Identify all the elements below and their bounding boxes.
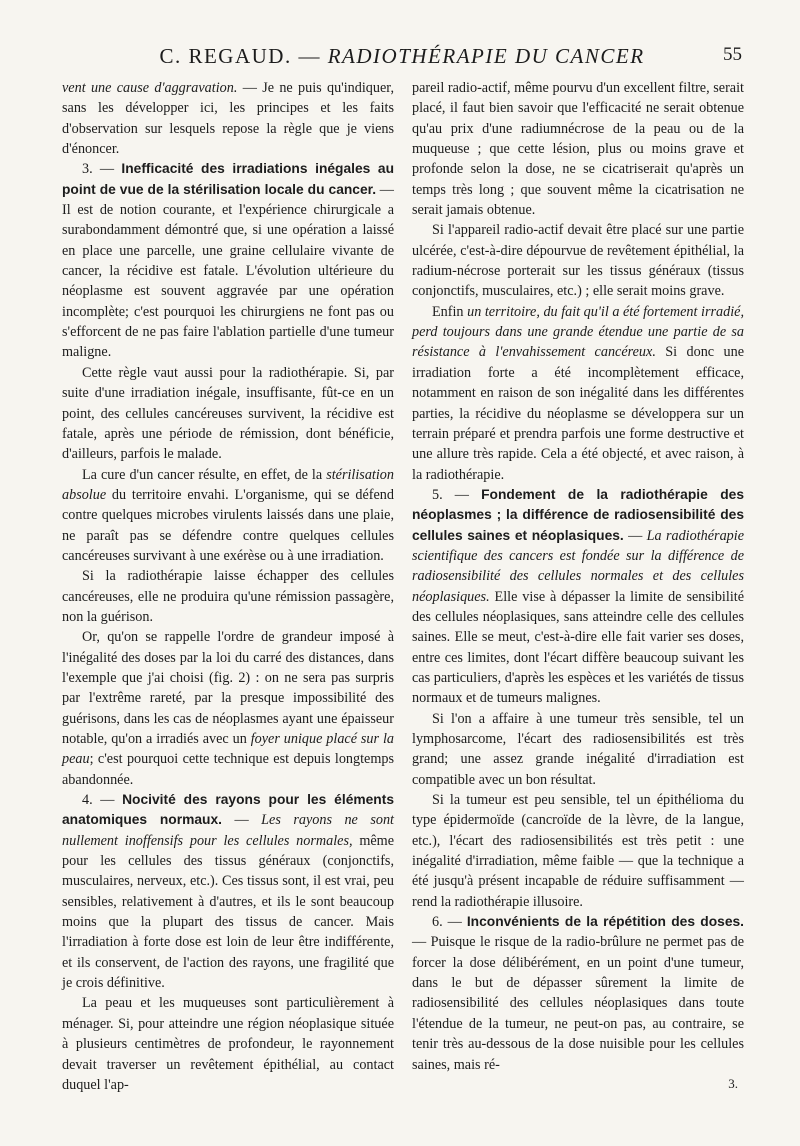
section-number: 6. — — [432, 914, 467, 931]
header-author: C. REGAUD. — [159, 44, 292, 68]
section-heading: Inefficacité des irradiations inégales au point de vue de la stérilisation locale du cancer. — [62, 161, 394, 197]
section-3 — [62, 159, 394, 362]
paragraph — [62, 78, 394, 159]
paragraph: pareil radio-actif, même pourvu d'un excellent filtre, serait placé, il faut bien savoir que l'efficacité ne serait obtenue qu'au prix d'une radiumnécrose de la peau ou de la muqueuse ; que cette lésion, plus ou moins grave et profonde selon la dose, ne se cicatriserait qu'après un temps très long ; que souvent même la cicatrisation ne serait jamais obtenue. — [412, 80, 744, 219]
signature-mark: 3. — [728, 1076, 738, 1091]
italic-text: stérilisation absolue — [62, 466, 394, 503]
text: Elle vise à dépasser la limite de sensibilité des cellules néoplasiques, sans atteindre celle des cellules saines. Elle se meut, c'est-à-dire elle fait varier ses doses, entre ces limites, dont l'écart diffère beaucoup suivant les cas particuliers, d'après les espèces et les variétés de tissus normaux et de tumeurs malignes. — [412, 588, 744, 707]
text: ; c'est pourquoi cette technique est depuis longtemps abandonnée. — [62, 751, 394, 788]
paragraph: Si l'on a affaire à une tumeur très sensible, tel un lymphosarcome, l'écart des radiosensibilités est très grand; une assez grande inégalité d'irradiation est compatible avec un bon résultat. — [412, 710, 744, 788]
section-number: 4. — — [82, 792, 123, 809]
paragraph: Si la tumeur est peu sensible, tel un épithélioma du type épidermoïde (cancroïde de la lèvre, de la langue, etc.), l'écart des radiosensibilités est très petit : une inégalité d'irradiation, même faible — que la technique a été jusqu'à présent incapable de réduire suffisamment — rend la radiothérapie illusoire. — [412, 792, 744, 910]
section-number: 5. — — [432, 486, 482, 503]
header-separator: — — [291, 44, 328, 68]
text: — Je ne puis qu'indiquer, sans les développer ici, les principes et les faits d'observation sur lesquels repose la règle que je viens d'énoncer. — [62, 80, 394, 158]
paragraph — [62, 627, 394, 790]
text: — — [623, 527, 647, 544]
section-heading: Inconvénients de la répétition des doses. — [466, 914, 745, 930]
paragraph — [62, 465, 394, 567]
text: — — [221, 812, 262, 829]
paragraph: Si la radiothérapie laisse échapper des cellules cancéreuses, elle ne produira qu'une rémission passagère, non la guérison. — [62, 568, 394, 625]
left-column — [62, 78, 394, 1095]
paragraph: La peau et les muqueuses sont particulièrement à ménager. Si, pour atteindre une région néoplasique située à plusieurs centimètres de profondeur, le rayonnement devait traverser un revêtement épithélial, au contact duquel l'ap- — [62, 995, 394, 1093]
header-title — [62, 44, 742, 69]
text: — Puisque le risque de la radio-brûlure ne permet pas de forcer la dose délibérément, en un point d'une tumeur, dans le but de dépasser sûrement la limite de radiosensibilité des cellules néoplasiques dans toute l'étendue de la tumeur, ne peut-on pas, au contraire, se tenir très au-dessous de la dose nuisible pour les cellules saines, mais ré- — [412, 934, 744, 1073]
italic-text: vent une cause d'aggravation. — [62, 80, 238, 96]
italic-text: La radiothérapie scientifique des cancers est fondée sur la différence de radiosensibilité des cellules normales et des cellules néoplasiques. — [412, 527, 744, 605]
paragraph: Cette règle vaut aussi pour la radiothérapie. Si, par suite d'une irradiation inégale, insuffisante, fût-ce en un point, des cellules cancéreuses survivent, la récidive est fatale, après une période de rémission, dont bénéficie, d'ailleurs, parfois le malade. — [62, 364, 394, 463]
text: La cure d'un cancer résulte, en effet, de la — [82, 466, 327, 483]
text: Enfin — [432, 303, 468, 320]
paragraph: Si l'appareil radio-actif devait être placé sur une partie ulcérée, c'est-à-dire dépourvue de revêtement épithélial, la radium-nécrose porterait sur les tissus généraux (tissus conjonctifs, musculaires, etc.) ; elle serait moins grave. — [412, 222, 744, 300]
text: — Il est de notion courante, et l'expérience chirurgicale a surabondamment démontré que, si une opération a laissé en place une parcelle, une graine cellulaire vivante de cancer, la récidive est fatale. L'évolution ultérieure du néoplasme est souvent aggravée par une opération incomplète; c'est pourquoi les chirurgiens ne font pas ou s'efforcent de ne pas faire l'ablation partielle d'une tumeur maligne. — [62, 181, 394, 361]
page-number: 55 — [723, 44, 742, 65]
italic-text: foyer unique placé sur la peau — [62, 731, 394, 768]
paragraph — [412, 302, 744, 485]
text: Si donc une irradiation forte a été incomplètement efficace, notamment en raison de son inégalité dans les différentes parties, la récidive du néoplasme se développera sur un terrain préparé et prendra parfois une forme destructive et une allure très rapide. Cela a été objecté, et avec raison, à la radiothérapie. — [412, 344, 744, 483]
header-work-title: RADIOTHÉRAPIE DU CANCER — [327, 44, 645, 68]
section-heading: Fondement de la radiothérapie des néoplasmes ; la différence de radiosensibilité des cellules saines et néoplasiques. — [412, 486, 744, 543]
section-number: 3. — — [82, 161, 122, 178]
italic-text: un territoire, du fait qu'il a été fortement irradié, perd toujours dans une grande étendue une partie de sa résistance à l'envahissement cancéreux. — [412, 303, 744, 361]
section-5 — [412, 485, 744, 709]
section-4 — [62, 790, 394, 993]
running-header — [62, 40, 742, 74]
text: Or, qu'on se rappelle l'ordre de grandeur imposé à l'inégalité des doses par la loi du carré des distances, dans l'exemple que j'ai choisi (fig. 2) : on ne sera pas surpris par l'extrême rareté, par la presque impossibilité des guérisons, dans les cas de néoplasmes ayant une épaisseur notable, qu'on a irradiés avec un — [62, 629, 394, 747]
section-heading: Nocivité des rayons pour les éléments anatomiques normaux. — [62, 792, 394, 828]
section-6 — [412, 912, 744, 1075]
text: du territoire envahi. L'organisme, qui se défend contre quelques microbes virulents laissés dans une plaie, ne paraît pas se défendre contre quelques cellules cancéreuses survivant à une exérèse ou à une irradiation. — [62, 486, 394, 564]
right-column — [412, 78, 744, 1075]
italic-text: Les rayons ne sont nullement inoffensifs pour les cellules normales, — [62, 812, 394, 849]
text: même pour les cellules des tissus généraux (conjonctifs, musculaires, nerveux, etc.). Ces tissus sont, il est vrai, peu sensibles, relativement à d'autres, et ils le sont beaucoup moins que la plupart des tissus de cancer. Mais l'irradiation à forte dose est loin de leur être indifférente, et ils conservent, de l'action des rayons, une fragilité que je crois définitive. — [62, 832, 394, 992]
